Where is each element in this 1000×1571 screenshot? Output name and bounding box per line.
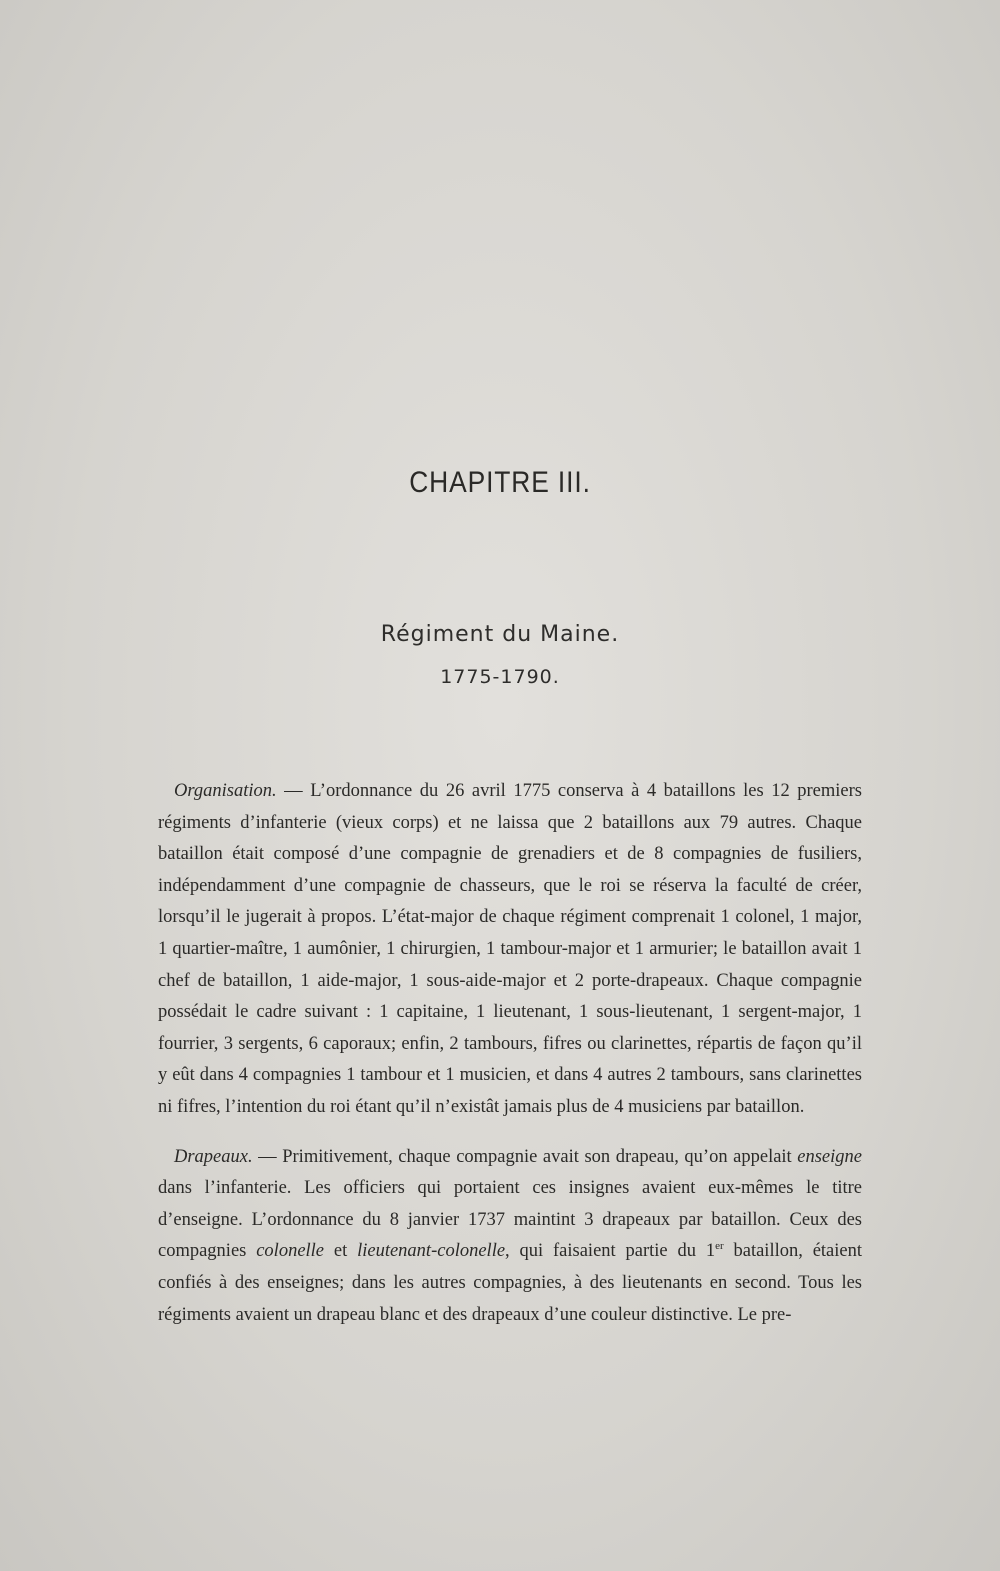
paragraph-text: et (324, 1241, 358, 1262)
paragraph-lead: Drapeaux. (174, 1146, 253, 1167)
body-text (158, 776, 862, 1349)
paragraph-text: — L’ordonnance du 26 avril 1775 conserva à 4 bataillons les 12 premiers régiments d’infanterie (vieux corps) et ne laissa que 2 bataillons aux 79 autres. Chaque bataillon était composé d’une compagnie de grenadiers et de 8 compagnies de fusiliers, indépendamment d’une compagnie de chasseurs, que le roi se réserva la faculté de créer, lorsqu’il le jugerait à propos. L’état-major de chaque régiment comprenait 1 colonel, 1 major, 1 quartier-maître, 1 aumônier, 1 chirurgien, 1 tambour-major et 1 armurier; le bataillon avait 1 chef de bataillon, 1 aide-major, 1 sous-aide-major et 2 porte-drapeaux. Chaque compagnie possédait le cadre suivant : 1 capitaine, 1 lieutenant, 1 sous-lieutenant, 1 sergent-major, 1 fourrier, 3 sergents, 6 caporaux; enfin, 2 tambours, fifres ou clarinettes, répartis de façon qu’il y eût dans 4 compagnies 1 tambour et 1 musicien, et dans 4 autres 2 tambours, sans clarinettes ni fifres, l’intention du roi étant qu’il n’existât jamais plus de 4 musiciens par bataillon. (158, 781, 862, 1117)
paragraph-text: bataillon, étaient confiés à des enseignes; dans les autres compagnies, à des lieutenants en second. Tous les régiments avaient un drapeau blanc et des drapeaux d’une couleur distinctive. Le pre- (158, 1241, 862, 1325)
italic-term: colonelle (256, 1241, 325, 1262)
superscript: er (715, 1240, 724, 1253)
italic-term: enseigne (797, 1146, 862, 1167)
section-years: 1775-1790. (440, 666, 560, 688)
paragraph-lead: Organisation. (174, 781, 277, 801)
paragraph-drapeaux (158, 1142, 862, 1332)
section-title: Régiment du Maine. (380, 622, 620, 647)
paragraph-text: dans l’infanterie. Les officiers qui portaient ces insignes avaient eux-mêmes le titre d’enseigne. L’ordonnance du 8 janvier 1737 maintint 3 drapeaux par bataillon. Ceux des compagnies (158, 1178, 862, 1262)
paragraph-organisation (158, 776, 862, 1124)
chapter-title: CHAPITRE III. (409, 466, 591, 499)
paragraph-text: , qui faisaient partie du 1 (505, 1241, 716, 1262)
paragraph-text: — Primitivement, chaque compagnie avait son drapeau, qu’on appelait (252, 1146, 798, 1167)
italic-term: lieutenant-colonelle (357, 1241, 506, 1262)
